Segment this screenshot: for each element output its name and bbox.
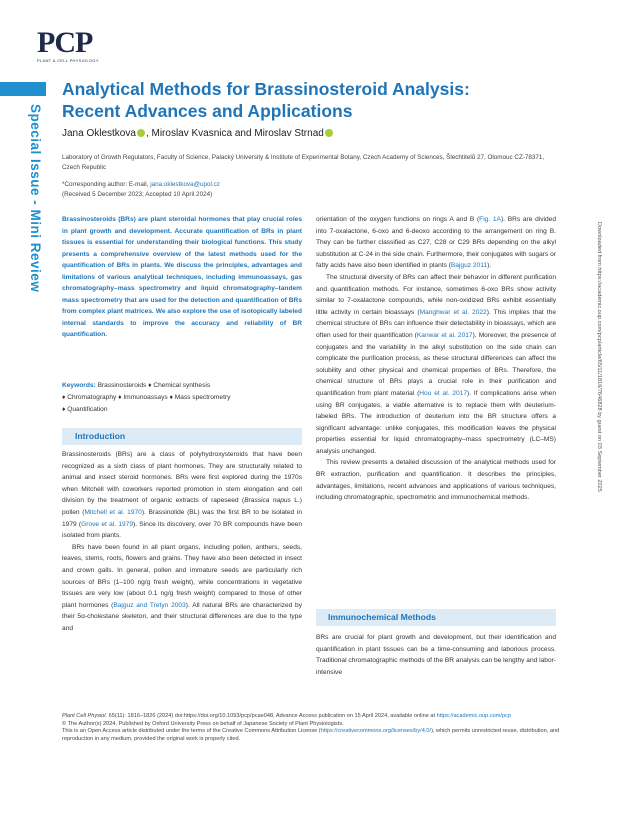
- section-heading-introduction: Introduction: [62, 428, 302, 445]
- author-name[interactable]: Jana Oklestkova: [62, 128, 136, 139]
- side-accent-bar: [0, 82, 46, 96]
- paragraph: BRs are crucial for plant growth and development, but their identification and quantification in plant tissues can be a time-consuming and laborious process. Traditional chromatographic methods of the BR analysis can be lengthy and labor-intensive: [316, 634, 556, 676]
- author-name[interactable]: Miroslav Strnad: [254, 128, 324, 139]
- keywords-line: ♦ Chromatography ♦ Immunoassays ♦ Mass spectrometry: [62, 393, 231, 401]
- corresponding-email-link[interactable]: jana.oklestkova@upol.cz: [150, 181, 220, 188]
- logo-text: PCP: [37, 26, 93, 59]
- copyright-line: © The Author(s) 2024. Published by Oxford University Press on behalf of Japanese Society of Plant Physiologists.: [62, 720, 344, 727]
- author-name[interactable]: Miroslav Kvasnica: [151, 128, 233, 139]
- keywords: [62, 380, 302, 415]
- article-title: Analytical Methods for Brassinosteroid Analysis: Recent Advances and Applications: [62, 79, 470, 121]
- paragraph: Brassinosteroids (BRs) are a class of polyhydroxysteroids that have been recognized as a sixth class of plant hormones. They are structurally related to animal and insect steroid hormones. BRs were first explored during the 1970s when Mitchell with coworkers reported promotion in stem elongation and cell division by the treatment of organic extracts of rapeseed (Brassica napus L.) pollen (Mitchell et al. 1970). Brassinolide (BL) was the first BR to be isolated in 1979 (Grove et al. 1979). Since its discovery, over 70 BR compounds have been isolated from plants.: [62, 451, 303, 540]
- footer: [62, 713, 562, 743]
- keywords-line: ♦ Quantification: [62, 405, 108, 413]
- author-separator: ,: [145, 128, 152, 139]
- license-line: This is an Open Access article distributed under the terms of the Creative Commons Attribution License (https://creativecommons.org/licenses/by/4.0/), which permits unrestricted reuse, distribution, and reproduction in any medium, provided the original work is properly cited.: [62, 728, 560, 742]
- author-separator: and: [232, 128, 255, 139]
- special-issue-label: Special Issue - Mini Review: [28, 104, 43, 293]
- affiliation: Laboratory of Growth Regulators, Faculty of Science, Palacký University & Institute of Experimental Botany, Czech Academy of Sciences, Šlechtitelů 27, Olomouc CZ-78371, Czech Republic: [62, 154, 545, 171]
- introduction-body: [62, 449, 302, 635]
- orcid-icon[interactable]: [137, 129, 145, 137]
- keywords-line: [62, 380, 302, 392]
- abstract: Brassinosteroids (BRs) are plant steroidal hormones that play crucial roles in plant growth and development. Accurate quantification of BRs in plant tissues is essential for understanding their biological functions. This study presents a comprehensive overview of the latest methods used for the quantification of BRs in plants. We discuss the principles, advantages and limitations of various analytical techniques, including immunoassays, gas chromatography–mass spectrometry and liquid chromatography–tandem mass spectrometry that are used for the detection and quantification of BRs from complex plant matrices. We also explore the use of isotopically labeled internal standards to improve the accuracy and reliability of BR quantification.: [62, 216, 302, 338]
- paragraph: This review presents a detailed discussion of the analytical methods used for BR extraction, purification and quantification. It describes the principles, advantages, limitations, recent advances and applications of various techniques, including chromatographic, spectrometric and immunochemical methods.: [316, 459, 556, 502]
- logo-subtitle: PLANT & CELL PHYSIOLOGY: [37, 58, 99, 63]
- keywords-text: Brassinosteroids ♦ Chemical synthesis: [97, 382, 211, 389]
- download-note: Downloaded from https://academic.oup.com/pcp/article/65/11/1816/7646828 by guest on 03 September 2025: [596, 222, 602, 492]
- citation-link[interactable]: Mitchell et al. 1970: [84, 508, 142, 516]
- received-accepted-dates: (Received 5 December 2023; Accepted 10 April 2024): [62, 190, 213, 198]
- paragraph: The structural diversity of BRs can affect their behavior in different purification and quantification methods. For instance, sometimes 6-oxo BRs show activity similar to 7-oxalactone compounds, while non-oxidized BRs exhibit essentially little activity in certain bioassays (Manghwar et al. 2022). This implies that the chemical structure of BRs can influence their detectability in bioassays, which are often used for their quantification (Kanwar et al. 2017). Moreover, the presence of conjugates and the variability in the alkyl substitution on the side chain can complicate the purification process, as these structural differences can affect the solubility and other physical and chemical properties of BRs. Therefore, the chemical structure of BRs plays a crucial role in their purification and quantification from plant material (Hou et al. 2017). If complications arise when using BR conjugates, a viable alternative is to replace them with deuterium-labeled BRs. The introduction of deuterium into the BR structure offers a significant advantage: unlike conjugates, this modification leaves the physical properties essential for liquid chromatography–mass spectrometry (LC–MS) analysis unchanged.: [316, 273, 556, 455]
- citation-link[interactable]: Manghwar et al. 2022: [419, 308, 487, 316]
- author-list: [62, 128, 334, 139]
- corresponding-prefix: *Corresponding author: E-mail,: [62, 181, 151, 188]
- license-url-link[interactable]: https://creativecommons.org/licenses/by/4.0/: [320, 728, 432, 735]
- paragraph: orientation of the oxygen functions on rings A and B (Fig. 1A). BRs are divided into 7-oxalactone, 6-oxo and 6-deoxo according to the arrangement on ring B. They can be further classified as C27, C28 or C29 BRs depending on the alkyl substitution at C-24 in the side chain. Furthermore, their conjugates with sugars or fatty acids have also been identified in plants (Bajguz 2011).: [316, 216, 557, 270]
- section-heading-immunochemical: Immunochemical Methods: [316, 609, 556, 626]
- citation-line: Plant Cell Physiol. 65(11): 1816–1826 (2024) doi:https://doi.org/10.1093/pcp/pcae048, Advance Access publication on 15 April 2024, available online at https://academic.oup.com/pcp: [62, 713, 511, 719]
- journal-url-link[interactable]: https://academic.oup.com/pcp: [436, 713, 511, 719]
- figure-link[interactable]: Fig. 1A: [479, 216, 501, 223]
- citation-link[interactable]: Bajguz 2011: [450, 262, 488, 270]
- correspondence-block: [62, 180, 220, 200]
- right-column-body: [316, 214, 556, 504]
- corresponding-author: [62, 180, 220, 190]
- paragraph: BRs have been found in all plant organs, including pollen, anthers, seeds, leaves, stems, roots, flowers and grains. They have also been detected in insect and crown galls. In general, pollen and immature seeds are particularly rich sources of BRs (1–100 ng/g fresh weight), while concentrations in vegetative tissues are very low (about 0.1 ng/g fresh weight) compared to those of other plant hormones (Bajguz and Tretyn 2003). All natural BRs are characterized by their 5α-cholestane skeleton, and their structural differences are due to the type and: [62, 543, 303, 632]
- citation-link[interactable]: Kanwar et al. 2017: [416, 331, 473, 339]
- citation-link[interactable]: Bajguz and Tretyn 2003: [113, 601, 186, 609]
- orcid-icon[interactable]: [325, 129, 333, 137]
- citation-link[interactable]: Hou et al. 2017: [419, 389, 467, 397]
- immunochemical-body: [316, 632, 556, 678]
- citation-link[interactable]: Grove et al. 1979: [81, 520, 133, 528]
- journal-logo[interactable]: [37, 28, 97, 63]
- keywords-label: Keywords:: [62, 382, 96, 389]
